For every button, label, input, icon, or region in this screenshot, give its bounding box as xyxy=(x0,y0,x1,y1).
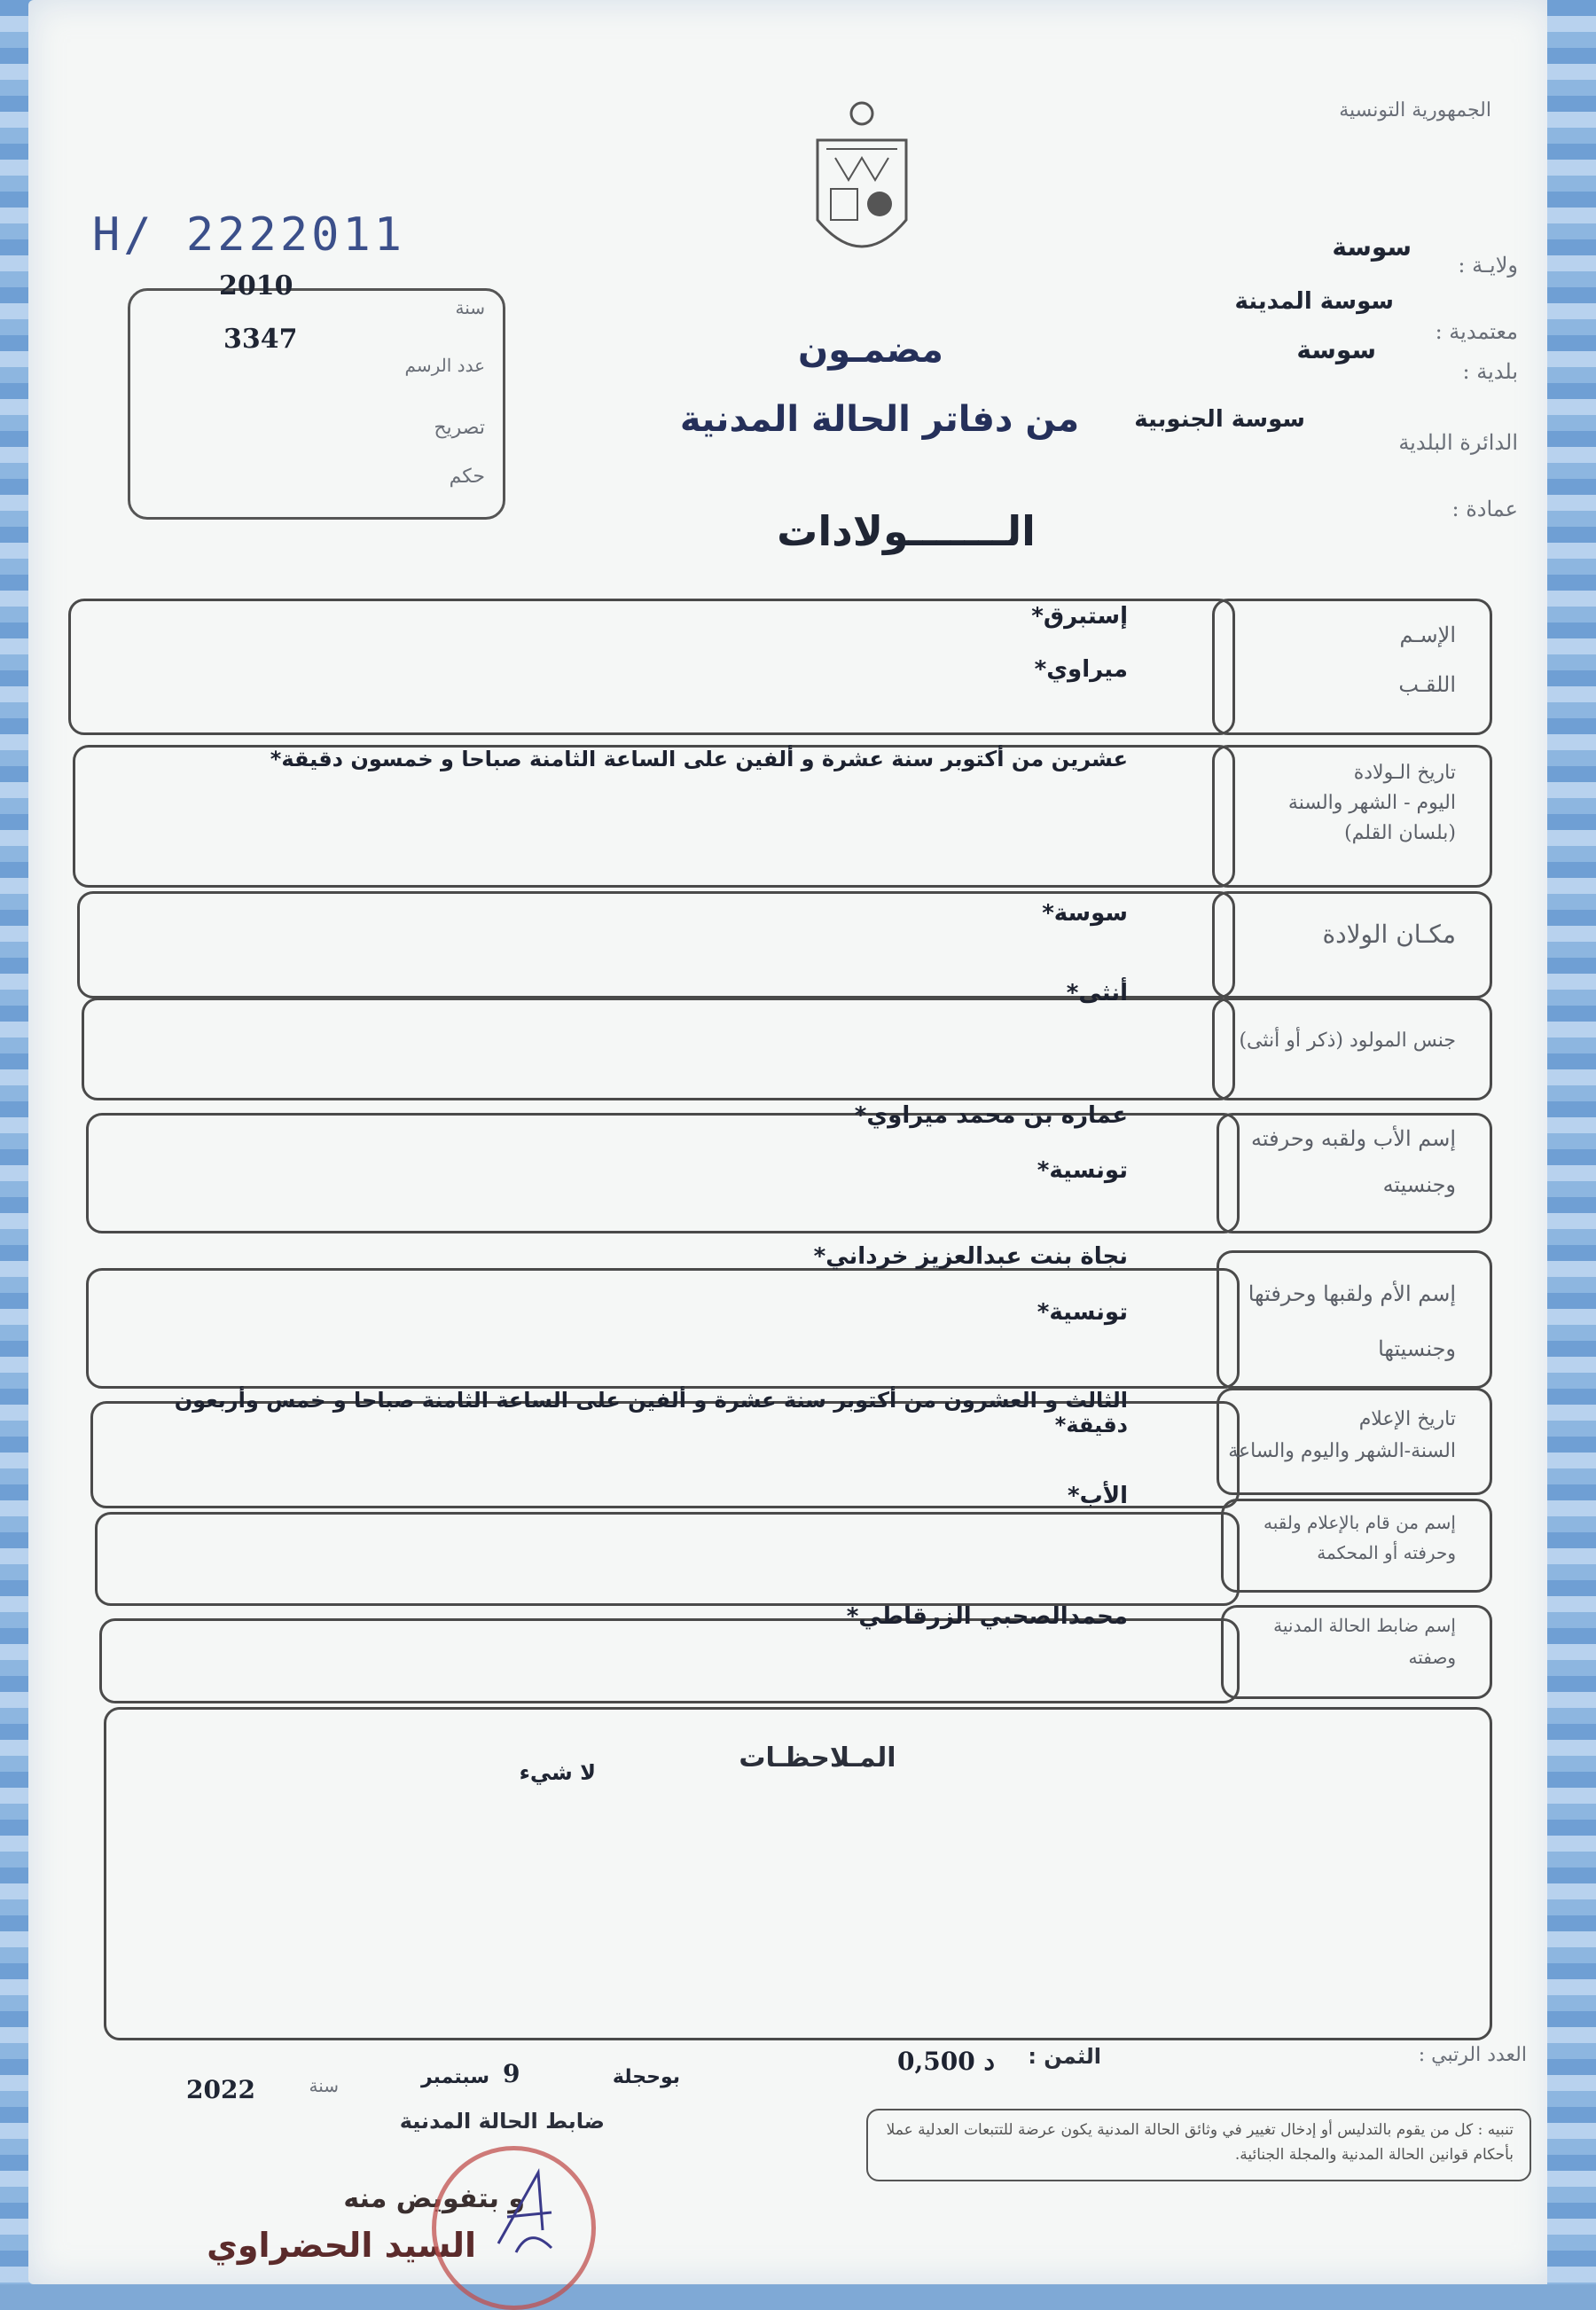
officer-name-stamp: السيد الحضراوي xyxy=(207,2226,476,2265)
daira-label: الدائرة البلدية xyxy=(1398,430,1518,455)
value-last-name: ميراوي* xyxy=(1034,656,1128,683)
value-mother-nationality: تونسية* xyxy=(1037,1299,1128,1326)
section-title: الـــــــولادات xyxy=(777,507,1036,555)
registry-number-label: عدد الرسم xyxy=(404,355,485,376)
coat-of-arms-icon xyxy=(809,96,915,273)
security-border-right xyxy=(1547,0,1596,2284)
registry-year-label: سنة xyxy=(455,297,485,318)
value-declarant: الأب* xyxy=(1068,1483,1128,1509)
price-value: 0,500 د xyxy=(897,2047,995,2076)
legal-warning: تنبيه : كل من يقوم بالتدليس أو إدخال تغيير في وثائق الحالة المدنية يكون عرضة للتتبعات العدلية عملا بأحكام قوانين الحالة المدنية والمجلة الجنائية. xyxy=(866,2109,1531,2181)
issue-year: 2022 xyxy=(186,2075,255,2104)
birth-certificate-sheet xyxy=(28,0,1553,2284)
label-birth-place: مكـان الولادة xyxy=(1322,920,1456,949)
value-sex: أنثى* xyxy=(1066,980,1128,1006)
value-box-declarant xyxy=(95,1512,1240,1606)
document-subtitle: من دفاتر الحالة المدنية xyxy=(679,399,1080,440)
value-box-mother xyxy=(86,1268,1240,1389)
value-officer: محمدالصحبي الزرقاطي* xyxy=(846,1603,1128,1630)
document-title: مضمـون xyxy=(798,330,943,371)
label-name: الإسـم اللقـب xyxy=(1398,623,1456,697)
price-label: الثمن : xyxy=(1028,2044,1101,2069)
daira-value: سوسة الجنوبية xyxy=(1134,406,1305,433)
serial-label: العدد الرتبي : xyxy=(1418,2044,1527,2066)
value-birth-place: سوسة* xyxy=(1042,900,1128,927)
baladia-label: بلدية : xyxy=(1462,359,1518,384)
motamadia-label: معتمدية : xyxy=(1435,319,1518,344)
label-officer: إسم ضابط الحالة المدنية وصفته xyxy=(1273,1615,1456,1668)
value-box-officer xyxy=(99,1618,1240,1703)
label-mother: إسم الأم ولقبها وحرفتها وجنسيتها xyxy=(1248,1281,1456,1361)
value-birth-date: عشرين من أكتوبر سنة عشرة و ألفين على الساعة الثامنة صباحا و خمسون دقيقة* xyxy=(270,747,1128,771)
registry-year-value: 2010 xyxy=(219,270,293,301)
delegation-stamp: و بتفويض منه xyxy=(343,2183,525,2214)
issue-month: سبتمبر xyxy=(420,2066,489,2088)
value-declaration-date: الثالث و العشرون من أكتوبر سنة عشرة و ألفين على الساعة الثامنة صباحا و خمس وأربعون دقيقة* xyxy=(174,1388,1128,1437)
republic-label: الجمهورية التونسية xyxy=(1339,99,1491,121)
value-father: عماره بن محمد ميراوي* xyxy=(854,1102,1128,1129)
issue-year-label: سنة xyxy=(309,2075,339,2096)
motamadia-value: سوسة المدينة xyxy=(1234,288,1394,315)
value-mother: نجاة بنت عبدالعزيز خرداني* xyxy=(813,1243,1128,1270)
issue-place: بوحجلة xyxy=(612,2066,680,2088)
notes-value: لا شيء xyxy=(519,1760,596,1785)
serial-number: H/ 2222011 xyxy=(92,208,406,262)
baladia-value: سوسة xyxy=(1296,335,1376,364)
label-birth-date: تاريخ الـولادة اليوم - الشهر والسنة (بلسان القلم) xyxy=(1287,762,1456,844)
label-declarant: إسم من قام بالإعلام ولقبه وحرفته أو المحكمة xyxy=(1264,1512,1456,1563)
registry-number-value: 3347 xyxy=(223,324,298,355)
value-first-name: إستبرق* xyxy=(1031,603,1128,630)
officer-title: ضابط الحالة المدنية xyxy=(399,2109,605,2134)
wilaya-label: ولايـة : xyxy=(1458,253,1518,278)
omada-label: عمادة : xyxy=(1451,497,1518,521)
label-father: إسم الأب ولقبه وحرفته وجنسيته xyxy=(1251,1126,1456,1197)
notes-title: المـلاحظـات xyxy=(739,1742,896,1774)
registry-judgment-label: حكم xyxy=(449,466,485,488)
issue-day: 9 xyxy=(503,2059,520,2088)
value-box-sex xyxy=(82,998,1235,1100)
signature-icon xyxy=(489,2164,560,2261)
wilaya-value: سوسة xyxy=(1332,232,1412,262)
label-declaration-date: تاريخ الإعلام السنة-الشهر واليوم والساعة xyxy=(1228,1408,1456,1462)
label-sex: جنس المولود (ذكر أو أنثى) xyxy=(1239,1030,1456,1052)
value-father-nationality: تونسية* xyxy=(1037,1157,1128,1184)
registry-declaration-label: تصريح xyxy=(434,417,485,439)
